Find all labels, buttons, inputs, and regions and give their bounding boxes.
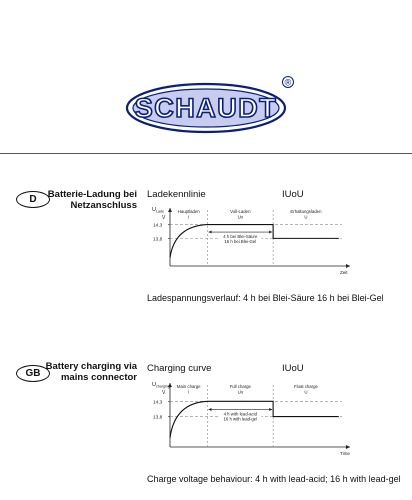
- x-axis-arrow: [346, 445, 350, 449]
- logo-text: SCHAUDT: [134, 93, 278, 123]
- schaudt-logo: [0, 0, 412, 150]
- registered-mark: ®: [284, 77, 292, 88]
- curve-type-gb: IUoU: [282, 363, 304, 374]
- y-axis-label: $U_{Lade}$: [152, 207, 164, 214]
- language-badge-gb: GB: [16, 365, 50, 382]
- duration-arrow-head-left: [209, 408, 212, 411]
- caption-gb: Charge voltage behaviour: 4 h with lead-acid; 16 h with lead-gel: [147, 474, 401, 484]
- phase-symbol: I: [188, 389, 190, 395]
- duration-annotation-1: 4 h bei Blei-Säure: [223, 234, 258, 240]
- y-axis-label: $U_{charging}$: [152, 382, 170, 389]
- phase-symbol: U: [304, 389, 308, 395]
- phase-name: Full charge: [229, 384, 251, 389]
- section-title-d: Batterie-Ladung bei Netzanschluss: [47, 189, 137, 211]
- phase-symbol: Uo: [237, 214, 244, 220]
- duration-arrow-head-left: [209, 231, 212, 234]
- header-divider: [0, 153, 412, 154]
- phase-symbol: I: [188, 214, 190, 220]
- phase-name: Hauptladen: [177, 209, 200, 214]
- x-axis-arrow: [346, 264, 350, 268]
- phase-name: Voll-Laden: [230, 209, 251, 214]
- phase-symbol: U: [304, 214, 308, 220]
- phase-name: Float charge: [293, 384, 318, 389]
- phase-name: Main charge: [176, 384, 201, 389]
- curve-type-d: IUoU: [282, 189, 304, 200]
- duration-annotation-2: 16 h with lead-gel: [223, 416, 258, 422]
- curve-label-gb: Charging curve: [147, 363, 212, 374]
- y-tick-label: 14,3: [153, 223, 163, 229]
- language-badge-d: D: [16, 191, 50, 208]
- duration-arrow-head-right: [269, 408, 272, 411]
- charging-curve-chart-d: [140, 200, 365, 286]
- y-axis-unit: V: [162, 215, 166, 221]
- section-title-gb: Battery charging via mains connector: [45, 361, 137, 383]
- phase-symbol: Uo: [237, 389, 244, 395]
- duration-annotation-2: 16 h bei Blei-Gel: [224, 239, 257, 245]
- caption-d: Ladespannungsverlauf: 4 h bei Blei-Säure 16 h bei Blei-Gel: [147, 293, 384, 303]
- y-tick-label: 13,8: [153, 237, 163, 243]
- charging-curve-chart-gb: [140, 375, 365, 467]
- duration-arrow-head-right: [269, 231, 272, 234]
- phase-name: Erhaltungsladen: [290, 209, 322, 214]
- curve-label-d: Ladekennlinie: [147, 189, 206, 200]
- y-tick-label: 13,8: [153, 415, 163, 421]
- y-axis-arrow: [168, 208, 172, 212]
- x-axis-label: Zeit: [340, 270, 348, 275]
- duration-annotation-1: 4 h with lead-acid: [223, 411, 258, 417]
- y-axis-unit: V: [162, 390, 166, 396]
- x-axis-label: Time: [340, 451, 350, 456]
- y-tick-label: 14,3: [153, 400, 163, 406]
